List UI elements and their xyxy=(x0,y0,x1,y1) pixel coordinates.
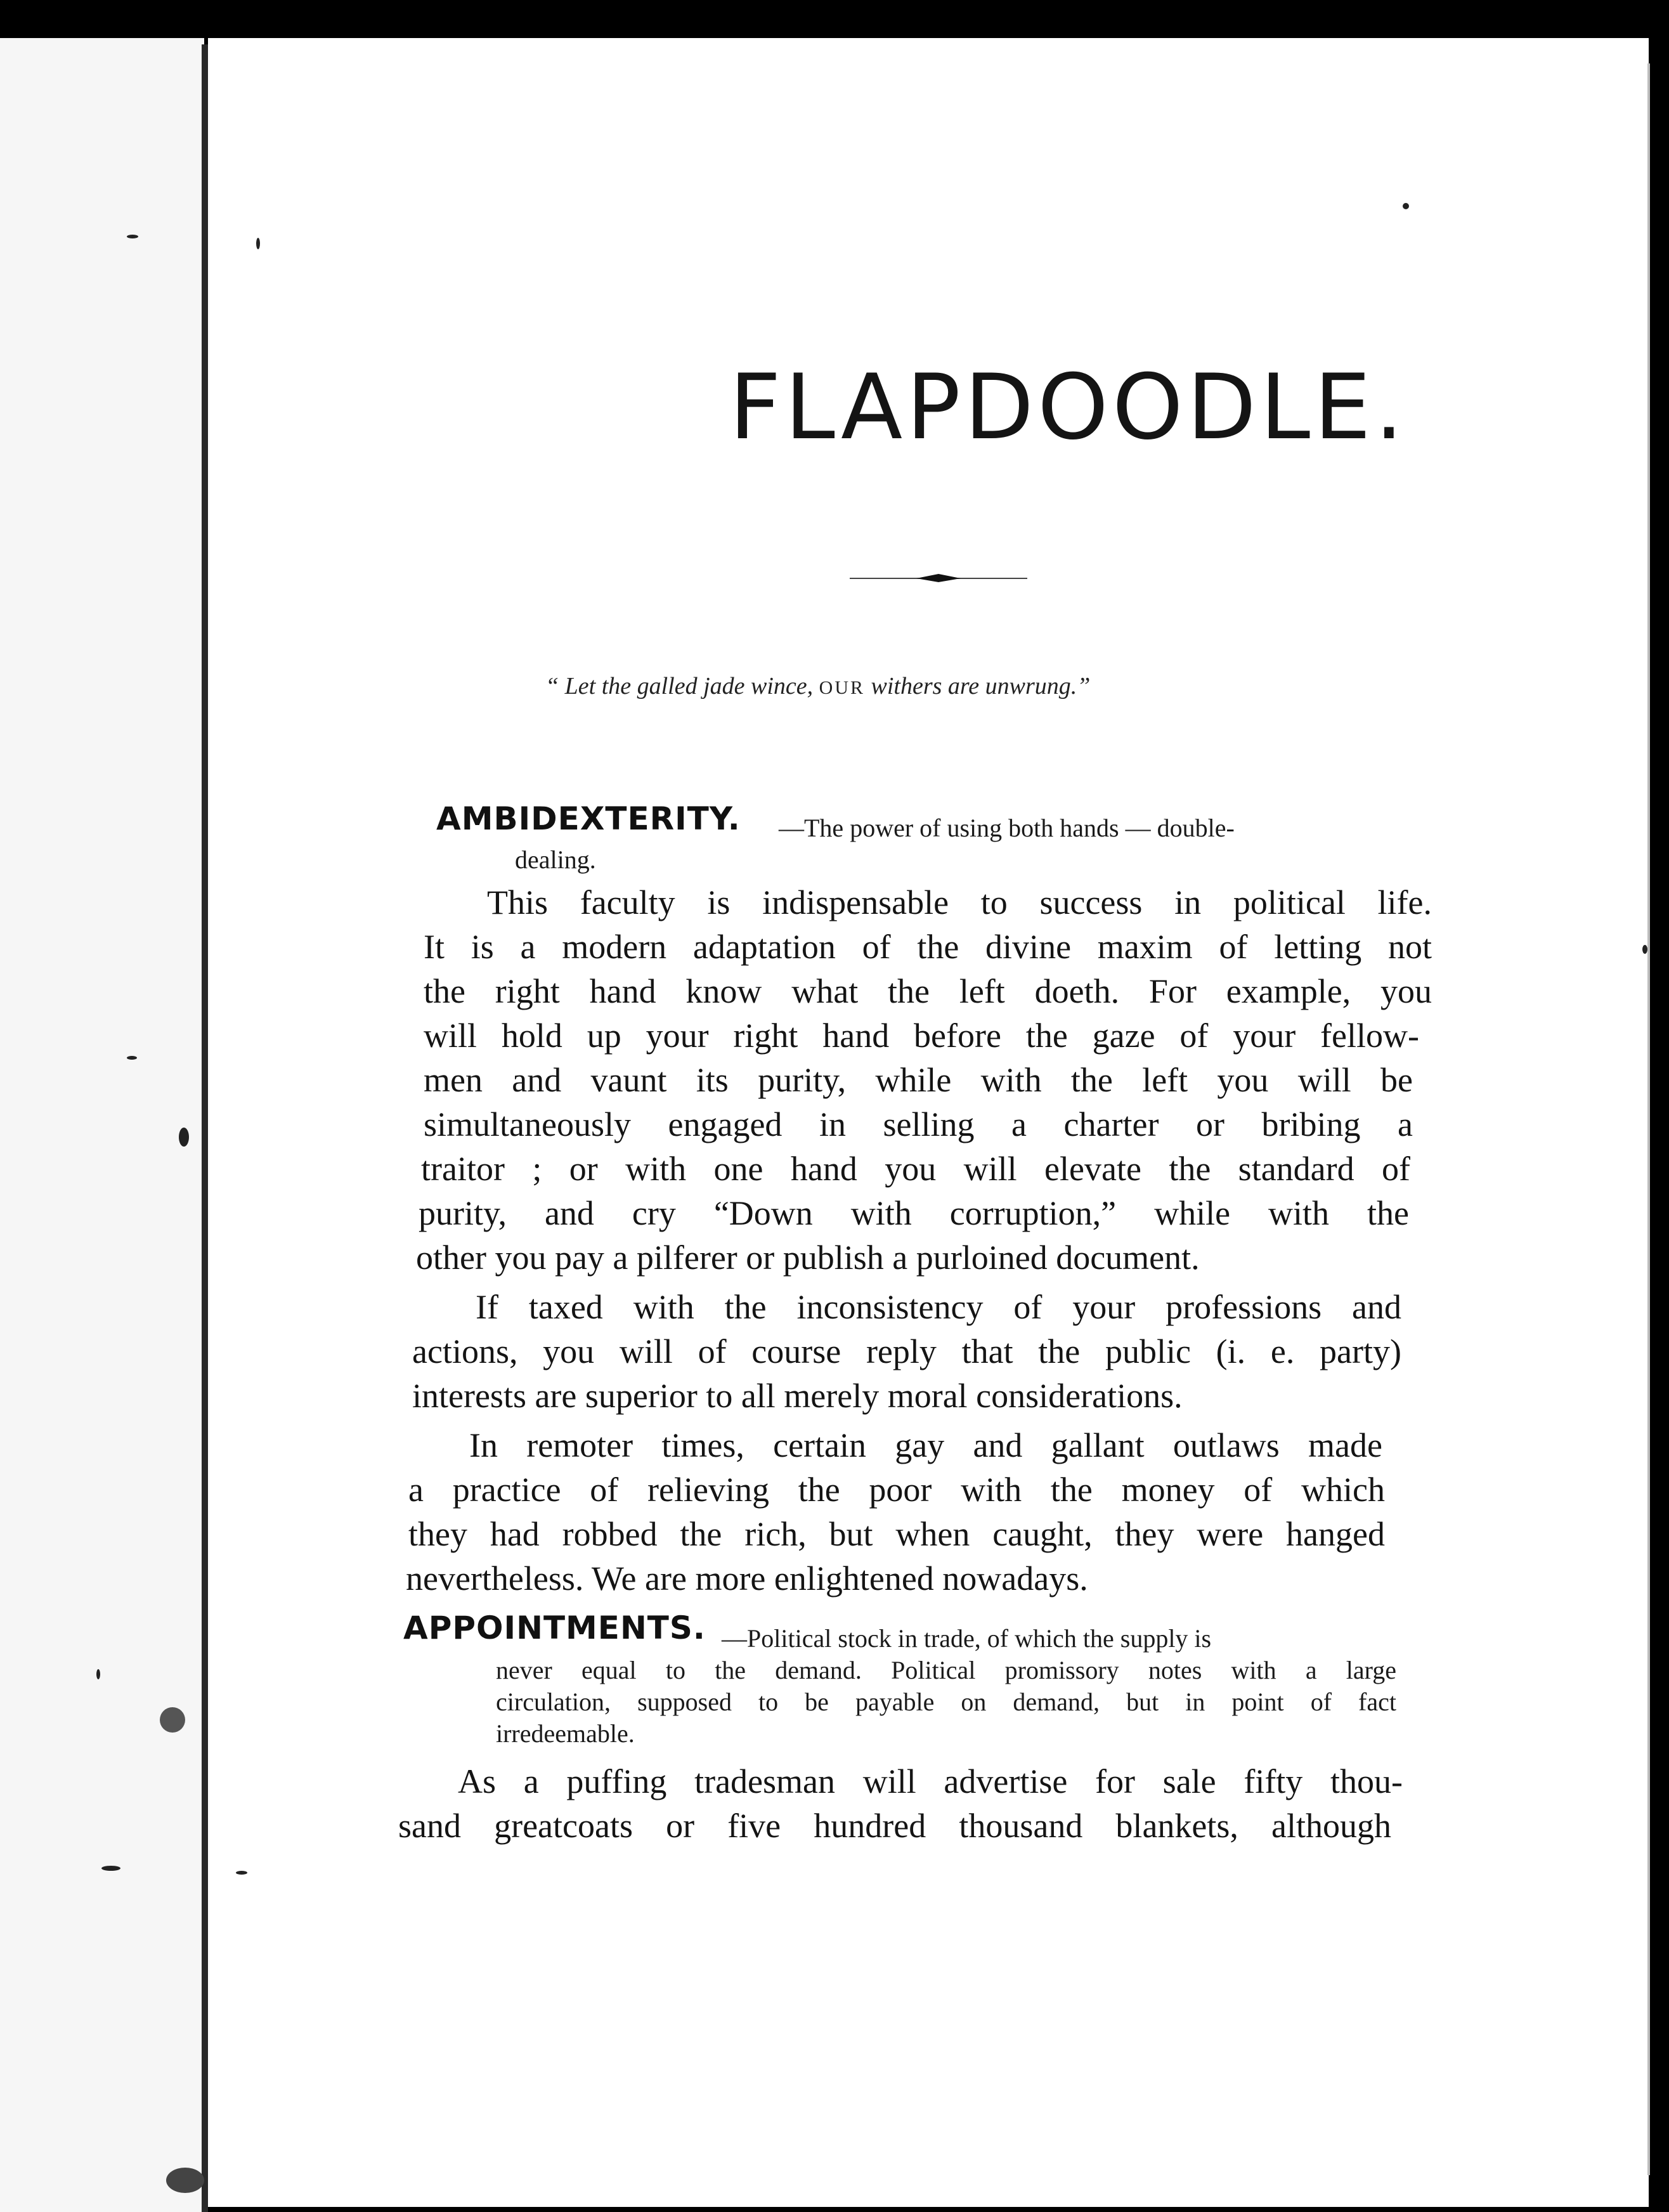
body-text-line: This faculty is indispensable to success in political life. xyxy=(487,883,1432,921)
body-text-line: simultaneously engaged in selling a charter or bribing a xyxy=(424,1105,1413,1143)
body-text-line: It is a modern adaptation of the divine maxim of letting not xyxy=(424,928,1432,966)
scan-speck xyxy=(1642,945,1647,954)
page-title: FLAPDOODLE. xyxy=(729,355,1408,460)
scan-speck xyxy=(236,1871,247,1875)
body-text-line: other you pay a pilferer or publish a purloined document. xyxy=(416,1239,1200,1277)
body-text-line: interests are superior to all merely moral considerations. xyxy=(412,1377,1183,1415)
scan-speck xyxy=(166,2168,204,2193)
entry-definition-line: —The power of using both hands — double- xyxy=(779,814,1235,842)
entry-definition-line: circulation, supposed to be payable on demand, but in point of fact xyxy=(496,1688,1396,1716)
body-text-line: traitor ; or with one hand you will elevate the standard of xyxy=(421,1150,1410,1188)
entry-definition-line: never equal to the demand. Political promissory notes with a large xyxy=(496,1656,1396,1684)
body-text-line: will hold up your right hand before the gaze of your fellow- xyxy=(424,1017,1419,1055)
scan-speck xyxy=(96,1669,100,1679)
body-text-line: In remoter times, certain gay and gallant outlaws made xyxy=(469,1426,1382,1464)
entry-definition-line: irredeemable. xyxy=(496,1719,635,1748)
body-text-line: If taxed with the inconsistency of your professions and xyxy=(476,1288,1401,1326)
epigraph-emphasis: OUR xyxy=(819,677,865,698)
epigraph-before: “ Let the galled jade wince, xyxy=(545,673,814,699)
entry-term-appointments: APPOINTMENTS. xyxy=(403,1610,706,1646)
body-text-line: men and vaunt its purity, while with the left you will be xyxy=(424,1061,1413,1099)
scan-speck xyxy=(179,1128,189,1147)
scan-speck xyxy=(160,1707,185,1733)
body-text-line: sand greatcoats or five hundred thousand blankets, although xyxy=(398,1807,1391,1845)
title-ornament xyxy=(850,571,1027,586)
epigraph-after: withers are unwrung.” xyxy=(871,673,1091,699)
scan-speck xyxy=(127,235,138,238)
body-text-line: actions, you will of course reply that the public (i. e. party) xyxy=(412,1332,1401,1370)
body-text-line: a practice of relieving the poor with the money of which xyxy=(408,1471,1385,1509)
entry-definition-line: dealing. xyxy=(515,845,596,874)
scan-speck xyxy=(256,238,260,249)
entry-term-ambidexterity: AMBIDEXTERITY. xyxy=(436,800,741,837)
body-text-line: purity, and cry “Down with corruption,” while with the xyxy=(419,1194,1409,1232)
body-text-line: nevertheless. We are more enlightened nowadays. xyxy=(406,1559,1088,1597)
scan-speck xyxy=(1403,203,1409,209)
body-text-line: they had robbed the rich, but when caught, they were hanged xyxy=(408,1515,1385,1553)
epigraph xyxy=(545,672,1370,700)
scan-speck xyxy=(101,1866,120,1871)
body-text-line: the right hand know what the left doeth. For example, you xyxy=(424,972,1432,1010)
entry-definition-line: —Political stock in trade, of which the supply is xyxy=(722,1624,1212,1653)
scan-speck xyxy=(127,1056,137,1060)
body-text-line: As a puffing tradesman will advertise for sale fifty thou- xyxy=(458,1762,1403,1800)
